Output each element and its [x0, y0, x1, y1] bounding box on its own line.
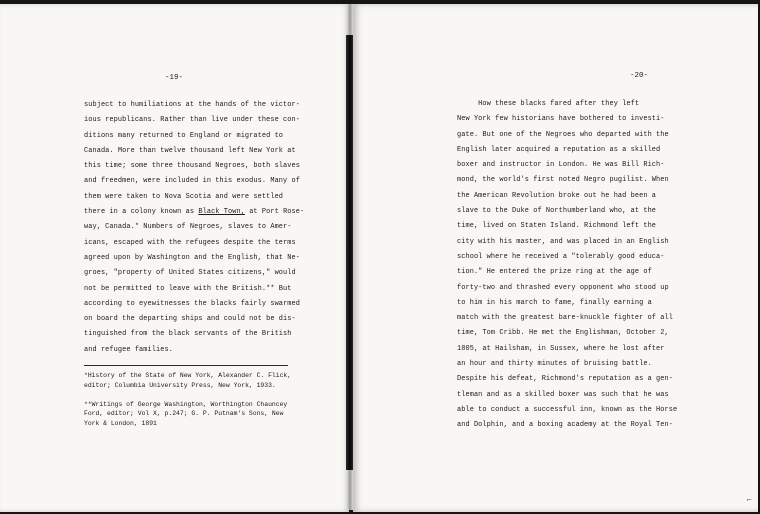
text-line: ious republicans. Rather than live under these con-: [84, 116, 300, 125]
text-line: tinguished from the black servants of the British: [84, 330, 292, 339]
text-line: agreed upon by Washington and the English, that Ne-: [84, 253, 300, 262]
text-line: How these blacks fared after they left: [457, 100, 640, 108]
text-line: able to conduct a successful inn, known as the Horse: [457, 405, 678, 414]
text-line: way, Canada.* Numbers of Negroes, slaves to Amer-: [84, 223, 292, 232]
left-page-body: [84, 98, 304, 358]
text-line: an hour and thirty minutes of bruising battle.: [457, 360, 652, 369]
text-line: not be permitted to leave with the British.** But: [84, 284, 292, 293]
text-line-end: at Port Rose-: [244, 208, 305, 217]
text-line: forty-two and thrashed every opponent who stood up: [457, 283, 669, 292]
text-line: 1805, at Hailsham, in Sussex, where he lost after: [457, 344, 665, 353]
text-line: them were taken to Nova Scotia and were settled: [84, 192, 284, 201]
text-line: according to eyewitnesses the blacks fairly swarmed: [84, 299, 300, 308]
text-line: tion." He entered the prize ring at the age of: [457, 268, 652, 277]
text-line: school where he received a "tolerably good educa-: [457, 252, 665, 261]
text-line: Despite his defeat, Richmond's reputation as a gen-: [457, 375, 673, 384]
text-line: New York few historians have bothered to investi-: [457, 115, 665, 124]
text-line: [84, 205, 304, 220]
text-line: and freedmen, were included in this exodus. Many of: [84, 177, 300, 186]
page-number-right: -20-: [630, 72, 649, 80]
text-line: time, Tom Cribb. He met the Englishman, October 2,: [457, 329, 669, 338]
text-line: slave to the Duke of Northumberland who, at the: [457, 207, 657, 216]
underlined-place-name: Black Town,: [198, 208, 245, 217]
footnote-line: York & London, 1891: [84, 419, 157, 427]
footnote-line: **Writings of George Washington, Worthington Chauncey: [84, 400, 288, 408]
footnote-line: editor; Columbia University Press, New York, 1933.: [84, 381, 276, 389]
page-number-left: -19-: [165, 74, 184, 82]
text-line: tleman and as a skilled boxer was such that he was: [457, 390, 669, 399]
text-line: this time; some three thousand Negroes, both slaves: [84, 162, 300, 171]
text-line: and refugee families.: [84, 345, 173, 354]
text-line: subject to humiliations at the hands of the victor-: [84, 101, 300, 109]
right-page: [353, 4, 758, 512]
text-line: Canada. More than twelve thousand left New York at: [84, 146, 296, 155]
text-line: English later acquired a reputation as a skilled: [457, 145, 661, 154]
text-line: icans, escaped with the refugees despite the terms: [84, 238, 296, 247]
footnote-line: [84, 390, 291, 400]
text-line: time, lived on Staten Island. Richmond left the: [457, 222, 657, 231]
corner-mark: ⌐: [746, 496, 752, 504]
text-line: groes, "property of United States citizens," would: [84, 269, 296, 278]
footnote-divider: [84, 365, 288, 366]
text-line: on board the departing ships and could not be dis-: [84, 315, 296, 324]
text-line: boxer and instructor in London. He was Bill Rich-: [457, 161, 665, 170]
text-line: city with his master, and was placed in an English: [457, 237, 669, 246]
left-page: [0, 4, 349, 512]
text-line: match with the greatest bare-knuckle fighter of all: [457, 314, 673, 323]
text-line: ditions many returned to England or migrated to: [84, 131, 284, 140]
text-line: the American Revolution broke out he had been a: [457, 191, 657, 200]
text-line: mond, the world's first noted Negro pugilist. When: [457, 176, 669, 185]
text-line-start: there in a colony known as: [84, 208, 199, 217]
text-line: and Dolphin, and a boxing academy at the Royal Ten-: [457, 421, 673, 430]
text-line: gate. But one of the Negroes who departed with the: [457, 130, 669, 139]
footnotes: [84, 371, 291, 428]
footnote-line: *History of the State of New York, Alexander C. Flick,: [84, 372, 292, 379]
footnote-line: Ford, editor; Vol X, p.247; G. P. Putnam's Sons, New: [84, 410, 284, 417]
text-line: to him in his march to fame, finally earning a: [457, 298, 652, 307]
right-page-body: [457, 97, 677, 434]
